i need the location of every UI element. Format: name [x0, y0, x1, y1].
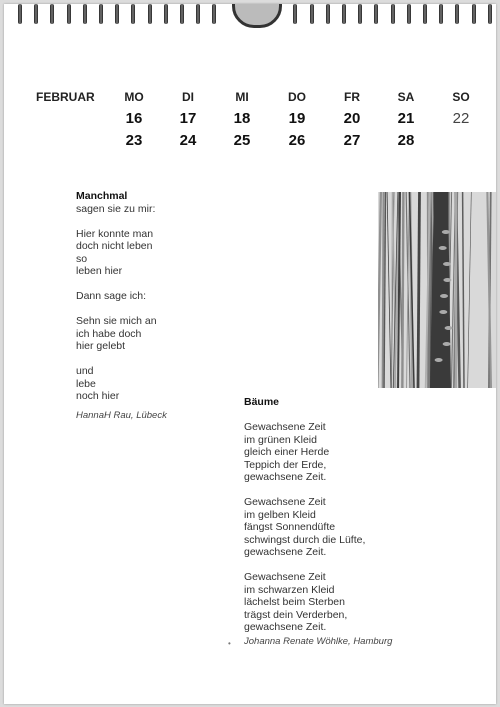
binding-ring: [34, 4, 38, 24]
binding-ring: [164, 4, 168, 24]
weekday-header: MO: [124, 90, 144, 104]
day-number: 28: [397, 132, 415, 149]
calendar-page: [4, 4, 496, 704]
poem-line: [76, 215, 157, 228]
poem-line: so: [76, 252, 88, 265]
poem-author: HannaH Rau, Lübeck: [76, 410, 167, 421]
weekday-header: DI: [182, 90, 194, 104]
binding-ring: [342, 4, 346, 24]
weekday-header: SA: [397, 90, 415, 104]
day-number: 27: [343, 132, 361, 149]
poem-line: gewachsene Zeit.: [244, 621, 327, 633]
binding-ring: [148, 4, 152, 24]
binding-ring: [391, 4, 395, 24]
binding-ring: [310, 4, 314, 24]
poem-line: leben hier: [76, 265, 123, 277]
binding-ring: [293, 4, 297, 24]
forest-trees-photo: [378, 192, 496, 388]
binding-ring: [50, 4, 54, 24]
poem-title: Manchmal: [76, 190, 128, 202]
weekday-header: DO: [288, 90, 306, 104]
day-number: 21: [397, 110, 415, 127]
binding-ring: [455, 4, 459, 24]
poem-line: hier gelebt: [76, 340, 126, 352]
poem-line: gleich einer Herde: [244, 446, 330, 458]
poem-line: Sehn sie mich an: [76, 315, 157, 327]
poem-line: Hier konnte man: [76, 227, 154, 240]
poem-line: und: [76, 365, 94, 377]
poem-line: gewachsene Zeit.: [244, 546, 327, 558]
binding-ring: [115, 4, 119, 24]
day-number: 22: [452, 110, 470, 127]
poem-line: Gewachsene Zeit: [244, 421, 326, 433]
poem-line: ich habe doch: [76, 327, 142, 340]
poem-line: trägst dein Verderben,: [244, 608, 348, 621]
binding-ring: [196, 4, 200, 24]
poem-line: Gewachsene Zeit: [244, 496, 326, 508]
binding-ring: [99, 4, 103, 24]
day-number: 16: [125, 110, 143, 127]
binding-ring: [488, 4, 492, 24]
binding-ring: [326, 4, 330, 24]
binding-ring: [212, 4, 216, 24]
binding-ring: [67, 4, 71, 24]
binding-ring: [18, 4, 22, 24]
poem-line: noch hier: [76, 390, 120, 402]
day-number: 17: [179, 110, 197, 127]
poem-line: im gelben Kleid: [244, 508, 316, 521]
poem-manchmal: [76, 190, 157, 403]
poem-line: Dann sage ich:: [76, 290, 147, 302]
bullet-dot: •: [228, 639, 231, 648]
day-number: 24: [179, 132, 197, 149]
binding-ring: [358, 4, 362, 24]
poem-line: lächelst beim Sterben: [244, 596, 345, 608]
binding-ring: [374, 4, 378, 24]
poem-line: [244, 484, 365, 497]
poem-line: schwingst durch die Lüfte,: [244, 533, 366, 546]
poem-line: [244, 559, 365, 572]
day-number: 25: [233, 132, 251, 149]
weekday-header: MI: [235, 90, 249, 104]
weekday-header: FR: [344, 90, 360, 104]
poem-line: Teppich der Erde,: [244, 458, 327, 471]
poem-line: sagen sie zu mir:: [76, 202, 156, 215]
day-number: 26: [288, 132, 306, 149]
poem-line: gewachsene Zeit.: [244, 471, 327, 483]
day-number: 23: [125, 132, 143, 149]
binding-ring: [439, 4, 443, 24]
poem-baeume: [244, 396, 365, 634]
binding-ring: [131, 4, 135, 24]
binding-ring: [423, 4, 427, 24]
binding-ring: [407, 4, 411, 24]
poem-line: lebe: [76, 377, 96, 390]
poem-line: Gewachsene Zeit: [244, 571, 326, 583]
weekday-header: SO: [452, 90, 470, 104]
binding-ring: [472, 4, 476, 24]
binding-ring: [83, 4, 87, 24]
poem-title: Bäume: [244, 396, 280, 408]
poem-line: [76, 303, 157, 316]
forest-trees-icon: [378, 192, 496, 388]
binding-ring: [180, 4, 184, 24]
day-number: 20: [343, 110, 361, 127]
poem-line: [76, 278, 157, 291]
poem-author: Johanna Renate Wöhlke, Hamburg: [244, 636, 393, 647]
poem-line: im grünen Kleid: [244, 433, 317, 446]
spiral-binding: [4, 4, 496, 30]
poem-line: [76, 353, 157, 366]
hanger-hook: [232, 4, 282, 28]
day-number: 18: [233, 110, 251, 127]
poem-line: doch nicht leben: [76, 240, 153, 252]
day-number: 19: [288, 110, 306, 127]
poem-line: fängst Sonnendüfte: [244, 521, 336, 533]
month-label: FEBRUAR: [36, 90, 95, 104]
poem-line: im schwarzen Kleid: [244, 583, 335, 596]
